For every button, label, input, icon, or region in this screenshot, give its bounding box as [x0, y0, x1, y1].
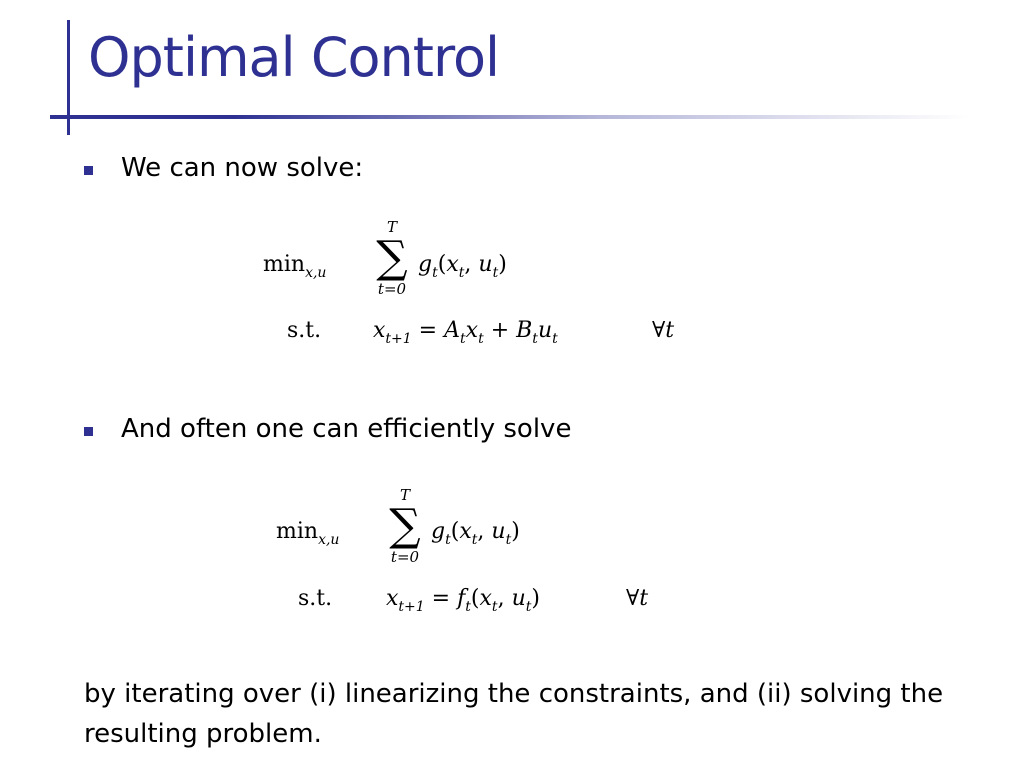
forall-t: ∀t [626, 586, 649, 611]
min-operator: $\min_{x,u}$ [263, 252, 327, 281]
nonlinear-dynamics-constraint: $x_{t+1} = f_t(x_t$, $u_t$) [386, 586, 540, 615]
linear-dynamics-constraint: $x_{t+1} = A_tx_t + B_tu_t$ [373, 318, 558, 347]
objective-function: $g_t(x_t$, $u_t$) [431, 519, 520, 548]
summation-symbol: T ∑ t=0 [376, 218, 408, 298]
bullet-text: And often one can efficiently solve [121, 414, 572, 444]
subject-to-label: s.t. [298, 586, 333, 611]
bullet-marker [84, 166, 93, 175]
forall-t: ∀t [652, 318, 675, 343]
objective-function: $g_t(x_t$, $u_t$) [418, 252, 507, 281]
title-horizontal-rule [50, 115, 970, 119]
summation-symbol: T ∑ t=0 [389, 486, 421, 566]
bullet-text: We can now solve: [121, 153, 364, 183]
bullet-marker [84, 427, 93, 436]
subject-to-label: s.t. [287, 318, 322, 343]
slide-title: Optimal Control [88, 26, 500, 89]
closing-paragraph: by iterating over (i) linearizing the constraints, and (ii) solving the resulting problem. [84, 679, 944, 749]
min-operator: $\min_{x,u}$ [276, 519, 340, 548]
